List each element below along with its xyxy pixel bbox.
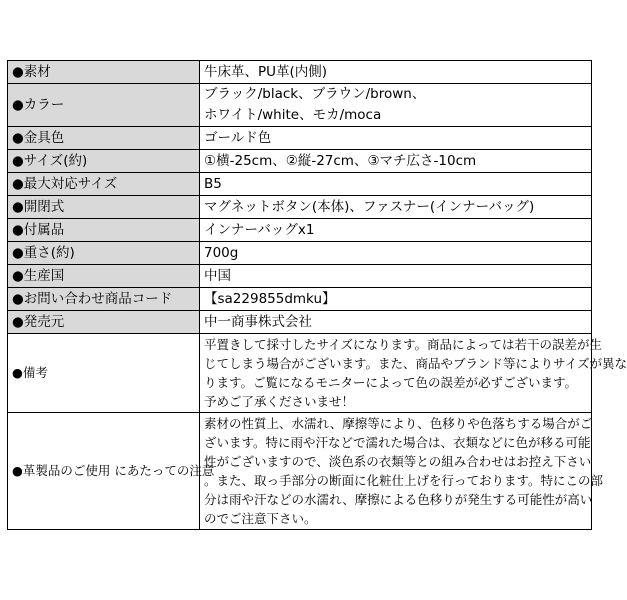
table-row <box>8 61 592 84</box>
table-row <box>8 196 592 219</box>
table-row <box>8 265 592 288</box>
row-label: ●金具色 <box>8 127 200 150</box>
row-label: ●重さ(約) <box>8 242 200 265</box>
table-row <box>8 288 592 311</box>
row-value: 中国 <box>200 265 592 288</box>
row-value: インナーバッグx1 <box>200 219 592 242</box>
table-row <box>8 84 592 127</box>
table-row <box>8 413 592 530</box>
table-row <box>8 127 592 150</box>
row-label: ●発売元 <box>8 311 200 334</box>
row-value: B5 <box>200 173 592 196</box>
row-value: 素材の性質上、水濡れ、摩擦等により、色移りや色落ちする場合がご ざいます。特に雨や汗などで濡れた場合は、衣類などに色が移る可能 性がございますので、淡色系の衣類等との組み合わせはお控え下さい 。また、取っ手部分の断面に化粧仕上げを行っております。特にこの部 分は雨や汗などの水濡れ、摩擦による色移りが発生する可能性が高い のでご注意下さい。 <box>200 413 592 530</box>
row-value: 牛床革、PU革(内側) <box>200 61 592 84</box>
row-value: マグネットボタン(本体)、ファスナー(インナーバッグ) <box>200 196 592 219</box>
row-value: 平置きして採寸したサイズになります。商品によっては若干の誤差が生 じてしまう場合がございます。また、商品やブランド等によりサイズが異な ります。ご覧になるモニターによって色の誤差が必ずございます。 予めご了承くださいませ！ <box>200 334 592 413</box>
row-label: ●サイズ(約) <box>8 150 200 173</box>
row-label: ●お問い合わせ商品コード <box>8 288 200 311</box>
row-value: ブラック/black、ブラウン/brown、 ホワイト/white、モカ/moca <box>200 84 592 127</box>
row-label: ●最大対応サイズ <box>8 173 200 196</box>
row-label: ●開閉式 <box>8 196 200 219</box>
row-label: ●カラー <box>8 84 200 127</box>
row-label: ●生産国 <box>8 265 200 288</box>
row-label: ●革製品のご使用 にあたっての注意 <box>8 413 200 530</box>
row-value: ①横-25cm、②縦-27cm、③マチ広さ-10cm <box>200 150 592 173</box>
table-row <box>8 150 592 173</box>
row-value: 700g <box>200 242 592 265</box>
row-value: 【sa229855dmku】 <box>200 288 592 311</box>
row-label: ●素材 <box>8 61 200 84</box>
table-row <box>8 173 592 196</box>
row-value: ゴールド色 <box>200 127 592 150</box>
row-label: ●付属品 <box>8 219 200 242</box>
spec-table <box>7 60 627 530</box>
table-row <box>8 242 592 265</box>
table-row <box>8 219 592 242</box>
table-row <box>8 334 592 413</box>
row-label: ●備考 <box>8 334 200 413</box>
table-row <box>8 311 592 334</box>
row-value: 中一商事株式会社 <box>200 311 592 334</box>
